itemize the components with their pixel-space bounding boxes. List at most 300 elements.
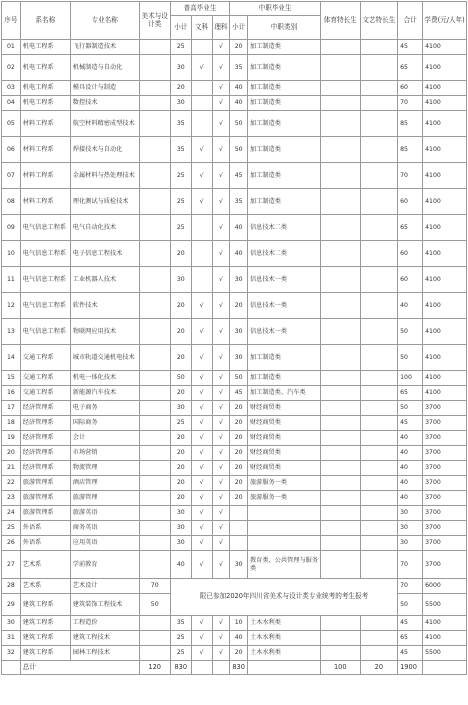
cell-dept: 电气信息工程系 [20, 267, 70, 293]
cell-dept: 交通工程系 [20, 386, 70, 401]
cell-dept: 电气信息工程系 [20, 215, 70, 241]
cell-arts-track: √ [191, 416, 212, 431]
cell-voc-category: 加工制造类 [248, 55, 321, 81]
cell-major: 市场营销 [70, 446, 139, 461]
header-artistic: 文艺特长生 [360, 2, 398, 40]
header-total: 合计 [398, 2, 423, 40]
cell-general-subtotal: 30 [170, 96, 191, 111]
cell-seq: 20 [2, 446, 21, 461]
cell-voc-subtotal: 20 [230, 293, 248, 319]
cell-voc-category: 信息技术一类 [248, 267, 321, 293]
cell-major: 城市轨道交通机电技术 [70, 345, 139, 371]
cell-science-track: √ [212, 461, 230, 476]
cell-voc-subtotal: 30 [230, 319, 248, 345]
cell-artistic [360, 631, 398, 646]
cell-voc-category: 旅游服务一类 [248, 476, 321, 491]
cell-artistic [360, 371, 398, 386]
cell-total: 30 [398, 506, 423, 521]
totals-artistic: 20 [360, 661, 398, 675]
cell-art [139, 267, 170, 293]
cell-voc-subtotal: 45 [230, 163, 248, 189]
cell-tuition: 4100 [423, 345, 467, 371]
cell-science-track: √ [212, 189, 230, 215]
cell-science-track: √ [212, 345, 230, 371]
cell-dept: 艺术系 [20, 579, 70, 594]
cell-seq: 08 [2, 189, 21, 215]
cell-total: 40 [398, 446, 423, 461]
totals-sports: 100 [320, 661, 360, 675]
cell-total: 45 [398, 646, 423, 661]
cell-voc-subtotal: 40 [230, 241, 248, 267]
cell-arts-track: √ [191, 293, 212, 319]
cell-voc-subtotal: 40 [230, 96, 248, 111]
cell-tuition: 4100 [423, 371, 467, 386]
cell-voc-subtotal: 30 [230, 267, 248, 293]
cell-science-track: √ [212, 55, 230, 81]
cell-science-track: √ [212, 491, 230, 506]
cell-voc-subtotal: 50 [230, 111, 248, 137]
cell-tuition: 4100 [423, 189, 467, 215]
cell-total: 70 [398, 96, 423, 111]
cell-voc-subtotal: 20 [230, 446, 248, 461]
cell-arts-track: √ [191, 646, 212, 661]
cell-total: 50 [398, 319, 423, 345]
cell-dept: 交通工程系 [20, 345, 70, 371]
cell-general-subtotal: 20 [170, 293, 191, 319]
cell-dept: 旅游管理系 [20, 506, 70, 521]
cell-voc-category [248, 536, 321, 551]
cell-science-track: √ [212, 163, 230, 189]
table-row [2, 579, 467, 594]
cell-artistic [360, 241, 398, 267]
cell-dept: 经济管理系 [20, 446, 70, 461]
cell-voc-subtotal: 40 [230, 81, 248, 96]
cell-voc-subtotal: 45 [230, 386, 248, 401]
cell-voc-subtotal: 20 [230, 476, 248, 491]
cell-total: 50 [398, 401, 423, 416]
cell-artistic [360, 163, 398, 189]
cell-voc-category: 加工制造类 [248, 111, 321, 137]
cell-sports [320, 371, 360, 386]
cell-seq: 22 [2, 476, 21, 491]
cell-total: 50 [398, 345, 423, 371]
cell-art: 50 [139, 594, 170, 616]
cell-artistic [360, 293, 398, 319]
cell-total: 40 [398, 476, 423, 491]
cell-seq: 17 [2, 401, 21, 416]
table-row [2, 476, 467, 491]
cell-tuition: 4100 [423, 631, 467, 646]
cell-voc-subtotal: 20 [230, 40, 248, 55]
cell-major: 飞行器制造技术 [70, 40, 139, 55]
cell-total: 45 [398, 616, 423, 631]
cell-science-track: √ [212, 81, 230, 96]
cell-major: 建筑装饰工程技术 [70, 594, 139, 616]
cell-dept: 电气信息工程系 [20, 293, 70, 319]
cell-tuition: 4100 [423, 386, 467, 401]
table-row [2, 551, 467, 579]
cell-sports [320, 506, 360, 521]
cell-sports [320, 521, 360, 536]
cell-arts-track: √ [191, 616, 212, 631]
table-row [2, 536, 467, 551]
cell-tuition: 3700 [423, 461, 467, 476]
cell-voc-category: 加工制造类 [248, 40, 321, 55]
cell-voc-category: 信息技术二类 [248, 241, 321, 267]
table-row [2, 215, 467, 241]
cell-general-subtotal: 20 [170, 345, 191, 371]
cell-voc-subtotal: 10 [230, 616, 248, 631]
totals-general: 830 [170, 661, 191, 675]
cell-voc-category: 土木水利类 [248, 616, 321, 631]
cell-general-subtotal: 30 [170, 55, 191, 81]
cell-art [139, 293, 170, 319]
cell-art [139, 189, 170, 215]
cell-sports [320, 446, 360, 461]
cell-art [139, 536, 170, 551]
cell-science-track: √ [212, 616, 230, 631]
cell-general-subtotal: 20 [170, 491, 191, 506]
cell-art [139, 345, 170, 371]
cell-science-track: √ [212, 431, 230, 446]
cell-general-subtotal: 25 [170, 163, 191, 189]
cell-seq: 31 [2, 631, 21, 646]
table-row [2, 241, 467, 267]
table-row [2, 446, 467, 461]
cell-tuition: 4100 [423, 40, 467, 55]
cell-total: 30 [398, 536, 423, 551]
cell-art [139, 386, 170, 401]
cell-artistic [360, 476, 398, 491]
cell-dept: 外语系 [20, 536, 70, 551]
cell-science-track: √ [212, 506, 230, 521]
cell-voc-category: 财经商贸类 [248, 416, 321, 431]
cell-total: 40 [398, 431, 423, 446]
cell-voc-category: 信息技术二类 [248, 215, 321, 241]
cell-sports [320, 163, 360, 189]
cell-arts-track [191, 215, 212, 241]
cell-tuition: 4100 [423, 163, 467, 189]
table-row [2, 163, 467, 189]
cell-artistic [360, 111, 398, 137]
cell-seq: 28 [2, 579, 21, 594]
cell-total: 70 [398, 163, 423, 189]
cell-sports [320, 476, 360, 491]
cell-seq: 12 [2, 293, 21, 319]
cell-artistic [360, 491, 398, 506]
cell-total: 60 [398, 241, 423, 267]
cell-general-subtotal: 20 [170, 476, 191, 491]
cell-artistic [360, 345, 398, 371]
cell-major: 学前教育 [70, 551, 139, 579]
cell-arts-track: √ [191, 319, 212, 345]
cell-tuition: 4100 [423, 96, 467, 111]
cell-arts-track: √ [191, 137, 212, 163]
cell-tuition: 5500 [423, 594, 467, 616]
cell-seq: 26 [2, 536, 21, 551]
cell-general-subtotal: 30 [170, 401, 191, 416]
cell-arts-track [191, 40, 212, 55]
cell-art [139, 431, 170, 446]
cell-voc-category: 财经商贸类 [248, 461, 321, 476]
cell-seq: 11 [2, 267, 21, 293]
cell-voc-subtotal: 20 [230, 431, 248, 446]
cell-major: 电子商务 [70, 401, 139, 416]
cell-tuition: 3700 [423, 551, 467, 579]
cell-science-track: √ [212, 446, 230, 461]
cell-arts-track: √ [191, 631, 212, 646]
cell-arts-track: √ [191, 431, 212, 446]
table-row [2, 81, 467, 96]
cell-artistic [360, 461, 398, 476]
cell-arts-track: √ [191, 371, 212, 386]
cell-dept: 经济管理系 [20, 416, 70, 431]
cell-voc-category: 加工制造类 [248, 81, 321, 96]
cell-major: 理化测试与质检技术 [70, 189, 139, 215]
totals-art: 120 [139, 661, 170, 675]
cell-seq: 06 [2, 137, 21, 163]
cell-general-subtotal: 30 [170, 506, 191, 521]
cell-science-track: √ [212, 137, 230, 163]
header-sports: 体育特长生 [320, 2, 360, 40]
cell-art [139, 551, 170, 579]
cell-arts-track: √ [191, 521, 212, 536]
cell-seq: 03 [2, 81, 21, 96]
cell-major: 物流管理 [70, 461, 139, 476]
cell-voc-category: 信息技术一类 [248, 319, 321, 345]
cell-art [139, 137, 170, 163]
cell-art [139, 506, 170, 521]
cell-general-subtotal: 20 [170, 319, 191, 345]
cell-art [139, 81, 170, 96]
cell-general-subtotal: 40 [170, 551, 191, 579]
header-voc-category: 中职类别 [248, 16, 321, 40]
cell-artistic [360, 189, 398, 215]
cell-major: 艺术设计 [70, 579, 139, 594]
cell-voc-subtotal: 30 [230, 345, 248, 371]
cell-seq: 05 [2, 111, 21, 137]
cell-seq: 02 [2, 55, 21, 81]
cell-arts-track [191, 267, 212, 293]
cell-voc-category [248, 506, 321, 521]
cell-voc-category: 教育类、公共管理与服务类 [248, 551, 321, 579]
cell-science-track: √ [212, 111, 230, 137]
cell-voc-subtotal: 35 [230, 55, 248, 81]
cell-general-subtotal: 25 [170, 631, 191, 646]
cell-art: 70 [139, 579, 170, 594]
cell-arts-track [191, 81, 212, 96]
cell-seq: 25 [2, 521, 21, 536]
cell-voc-category: 加工制造类 [248, 163, 321, 189]
cell-sports [320, 319, 360, 345]
table-row [2, 55, 467, 81]
cell-voc-subtotal: 20 [230, 401, 248, 416]
cell-voc-category: 加工制造类 [248, 137, 321, 163]
cell-seq: 29 [2, 594, 21, 616]
cell-tuition [423, 661, 467, 675]
cell-arts-track: √ [191, 345, 212, 371]
cell-sports [320, 616, 360, 631]
cell-seq: 19 [2, 431, 21, 446]
cell-general-subtotal: 20 [170, 461, 191, 476]
cell-dept: 材料工程系 [20, 163, 70, 189]
cell-voc-category: 加工制造类 [248, 371, 321, 386]
cell-voc-subtotal: 35 [230, 189, 248, 215]
enrollment-table [1, 1, 467, 675]
cell-tuition: 4100 [423, 241, 467, 267]
cell-major: 新能源汽车技术 [70, 386, 139, 401]
cell-science-track: √ [212, 215, 230, 241]
cell-total: 65 [398, 386, 423, 401]
cell-major: 软件技术 [70, 293, 139, 319]
cell-art [139, 55, 170, 81]
cell-art [139, 96, 170, 111]
cell-seq: 14 [2, 345, 21, 371]
cell-artistic [360, 267, 398, 293]
cell-tuition: 6000 [423, 579, 467, 594]
cell-arts-track: √ [191, 461, 212, 476]
cell-sports [320, 81, 360, 96]
cell-seq: 10 [2, 241, 21, 267]
cell-science-track: √ [212, 551, 230, 579]
cell-arts-track: √ [191, 491, 212, 506]
cell-tuition: 4100 [423, 137, 467, 163]
totals-row [2, 661, 467, 675]
cell-seq: 18 [2, 416, 21, 431]
cell-art [139, 163, 170, 189]
cell-dept: 建筑工程系 [20, 646, 70, 661]
cell-art [139, 371, 170, 386]
cell-voc-subtotal: 20 [230, 646, 248, 661]
cell-major: 商务英语 [70, 521, 139, 536]
cell-sports [320, 215, 360, 241]
cell-total: 65 [398, 631, 423, 646]
cell-arts-track: √ [191, 476, 212, 491]
table-row [2, 431, 467, 446]
cell-artistic [360, 521, 398, 536]
cell-dept: 经济管理系 [20, 461, 70, 476]
cell-major: 工程造价 [70, 616, 139, 631]
cell-voc-category: 土木水利类 [248, 646, 321, 661]
table-row [2, 646, 467, 661]
cell-major: 金属材料与热处理技术 [70, 163, 139, 189]
cell-major: 建筑工程技术 [70, 631, 139, 646]
cell-arts-track: √ [191, 163, 212, 189]
cell-dept: 经济管理系 [20, 401, 70, 416]
cell-science-track: √ [212, 386, 230, 401]
cell-total: 50 [398, 594, 423, 616]
cell-total: 45 [398, 416, 423, 431]
cell-voc-subtotal: 50 [230, 137, 248, 163]
table-row [2, 40, 467, 55]
cell-total: 85 [398, 137, 423, 163]
cell-arts-track: √ [191, 536, 212, 551]
cell-science-track: √ [212, 416, 230, 431]
cell-major: 应用英语 [70, 536, 139, 551]
cell-seq [2, 661, 21, 675]
cell-artistic [360, 215, 398, 241]
cell-sports [320, 401, 360, 416]
cell-dept: 机电工程系 [20, 40, 70, 55]
table-row [2, 491, 467, 506]
cell-dept: 电气信息工程系 [20, 241, 70, 267]
cell-science-track: √ [212, 521, 230, 536]
cell-arts-track: √ [191, 506, 212, 521]
cell-artistic [360, 416, 398, 431]
header-major: 专业名称 [70, 2, 139, 40]
cell-artistic [360, 446, 398, 461]
cell-dept: 建筑工程系 [20, 594, 70, 616]
cell-major: 园林工程技术 [70, 646, 139, 661]
cell-seq: 13 [2, 319, 21, 345]
table-row [2, 137, 467, 163]
cell-science-track: √ [212, 267, 230, 293]
cell-art [139, 215, 170, 241]
cell-sports [320, 416, 360, 431]
cell-voc-category: 加工制造类 [248, 189, 321, 215]
cell-voc-category: 财经商贸类 [248, 431, 321, 446]
cell-tuition: 3700 [423, 401, 467, 416]
cell-sports [320, 137, 360, 163]
cell-sports [320, 646, 360, 661]
cell-artistic [360, 55, 398, 81]
cell-total: 70 [398, 551, 423, 579]
cell-arts-track: √ [191, 386, 212, 401]
cell-major: 旅游管理 [70, 491, 139, 506]
cell-major: 工业机器人技术 [70, 267, 139, 293]
table-row [2, 189, 467, 215]
cell-art [139, 476, 170, 491]
cell-general-subtotal: 35 [170, 616, 191, 631]
cell-general-subtotal: 30 [170, 521, 191, 536]
cell-arts-track: √ [191, 446, 212, 461]
cell-dept: 电气信息工程系 [20, 319, 70, 345]
cell-tuition: 5500 [423, 646, 467, 661]
cell-dept: 材料工程系 [20, 189, 70, 215]
cell-seq: 01 [2, 40, 21, 55]
cell-general-subtotal: 20 [170, 386, 191, 401]
cell-artistic [360, 431, 398, 446]
table-row [2, 293, 467, 319]
cell-tuition: 4100 [423, 81, 467, 96]
cell-tuition: 4100 [423, 111, 467, 137]
cell-art [139, 446, 170, 461]
cell-major: 航空材料精密成型技术 [70, 111, 139, 137]
cell-art [139, 646, 170, 661]
cell-science-track: √ [212, 476, 230, 491]
cell-general-subtotal: 20 [170, 241, 191, 267]
cell-dept: 机电工程系 [20, 81, 70, 96]
cell-total: 30 [398, 521, 423, 536]
cell-sports [320, 189, 360, 215]
header-vocational: 中职毕业生 [230, 2, 321, 16]
cell-voc-subtotal [230, 506, 248, 521]
cell-seq: 32 [2, 646, 21, 661]
cell-arts-track [191, 241, 212, 267]
cell-total: 65 [398, 55, 423, 81]
cell-sports [320, 491, 360, 506]
cell-dept: 机电工程系 [20, 96, 70, 111]
cell-art [139, 241, 170, 267]
cell-dept: 交通工程系 [20, 371, 70, 386]
cell-general-subtotal: 25 [170, 189, 191, 215]
cell-seq: 27 [2, 551, 21, 579]
table-row [2, 461, 467, 476]
cell-voc-category: 加工制造类、汽车类 [248, 386, 321, 401]
cell-science-track: √ [212, 371, 230, 386]
cell-tuition: 3700 [423, 506, 467, 521]
cell-sports [320, 431, 360, 446]
